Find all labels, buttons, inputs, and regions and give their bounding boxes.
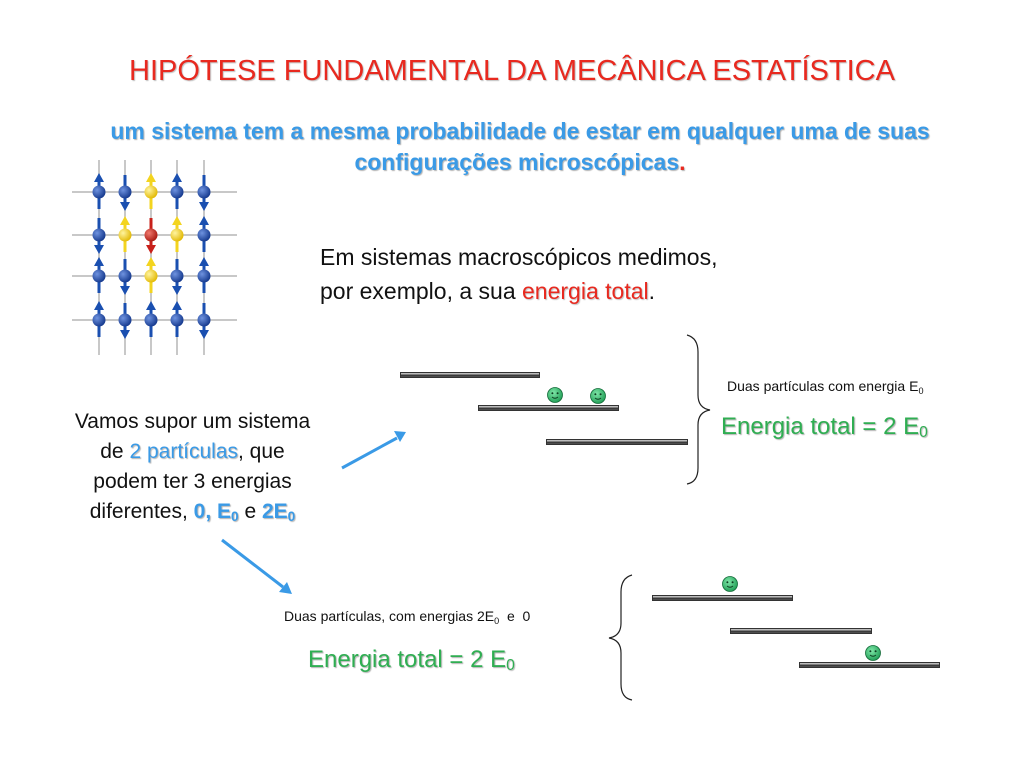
particle-smiley-icon <box>723 577 738 592</box>
spin-up-arrow <box>93 173 106 209</box>
subtitle-text: um sistema tem a mesma probabilidade de estar em qualquer uma de suas configurações microscópicas <box>110 118 930 175</box>
energy-level-2e0-config2 <box>652 595 793 601</box>
particle-smiley-icon <box>591 389 606 404</box>
config2-total-sub: 0 <box>506 657 515 674</box>
config2-total-text: Energia total = 2 E <box>308 646 507 673</box>
macro-line1: Em sistemas macroscópicos medimos, <box>320 244 718 270</box>
spin-up-arrow <box>171 173 184 209</box>
config1-label-text: Duas partículas com energia E <box>727 378 919 394</box>
config2-label-post: e 0 <box>499 608 531 624</box>
arrow-to-config2 <box>222 540 292 594</box>
spin-up-arrow <box>145 301 158 337</box>
energy-level-e0-config1 <box>478 405 619 411</box>
suppose-line3: podem ter 3 energias <box>93 470 292 493</box>
macro-line2-post: . <box>648 278 655 304</box>
config2-total-energy <box>308 646 515 674</box>
macro-line2 <box>320 274 718 308</box>
spin-up-arrow <box>145 173 158 209</box>
spin-down-arrow <box>198 303 211 339</box>
spin-up-arrow <box>171 301 184 337</box>
energy-level-2e0-config1 <box>400 372 540 378</box>
config1-label <box>727 378 924 394</box>
arrow-to-config1 <box>342 431 406 468</box>
config2-label-pre: Duas partículas, com energias 2E <box>284 608 495 624</box>
suppose-line2-post: , que <box>238 440 285 463</box>
energy-values-0-e0 <box>194 500 239 523</box>
slide-title: HIPÓTESE FUNDAMENTAL DA MECÂNICA ESTATÍSTICA <box>129 55 895 87</box>
spin-down-arrow <box>198 175 211 211</box>
brace-config1 <box>687 335 710 484</box>
energy2-sub: 0 <box>287 509 296 524</box>
spin-down-arrow <box>119 259 132 295</box>
config1-total-text: Energia total = 2 E <box>721 413 920 440</box>
suppose-line4-pre: diferentes, <box>89 500 194 523</box>
config2-label-sub: 0 <box>494 616 500 626</box>
spin-up-arrow <box>93 257 106 293</box>
suppose-text <box>40 407 345 527</box>
and-text: e <box>238 500 262 523</box>
energy0-text: 0, E <box>193 500 232 523</box>
energy-value-2e0 <box>262 500 295 523</box>
spin-up-arrow <box>198 216 211 252</box>
suppose-line4 <box>40 497 345 527</box>
particle-smiley-icon <box>548 388 563 403</box>
config1-label-sub: 0 <box>918 386 924 396</box>
macro-text <box>320 240 718 308</box>
two-particles-highlight: 2 partículas <box>129 440 239 463</box>
energy-level-0-config2 <box>799 662 940 668</box>
energy2-text: 2E <box>261 500 288 523</box>
config1-total-sub: 0 <box>919 424 928 441</box>
particle-smiley-icon <box>866 646 881 661</box>
spin-down-arrow <box>145 218 158 254</box>
spin-up-arrow <box>145 257 158 293</box>
energy0-sub: 0 <box>231 509 239 524</box>
spin-up-arrow <box>93 301 106 337</box>
spin-up-arrow <box>171 216 184 252</box>
spin-up-arrow <box>198 257 211 293</box>
suppose-line2-pre: de <box>100 440 130 463</box>
spin-down-arrow <box>171 259 184 295</box>
spin-up-arrow <box>119 216 132 252</box>
spin-down-arrow <box>119 303 132 339</box>
brace-config2 <box>609 575 632 700</box>
spin-down-arrow <box>119 175 132 211</box>
suppose-line2 <box>40 437 345 467</box>
lattice <box>72 160 237 355</box>
config1-total-energy <box>721 413 928 441</box>
macro-line2-pre: por exemplo, a sua <box>320 278 523 304</box>
config2-label <box>284 608 530 624</box>
energy-level-e0-config2 <box>730 628 872 634</box>
spin-down-arrow <box>93 218 106 254</box>
suppose-line1: Vamos supor um sistema <box>74 410 311 433</box>
energy-level-0-config1 <box>546 439 688 445</box>
subtitle-period: . <box>679 149 686 175</box>
energy-total-highlight: energia total <box>522 278 649 304</box>
